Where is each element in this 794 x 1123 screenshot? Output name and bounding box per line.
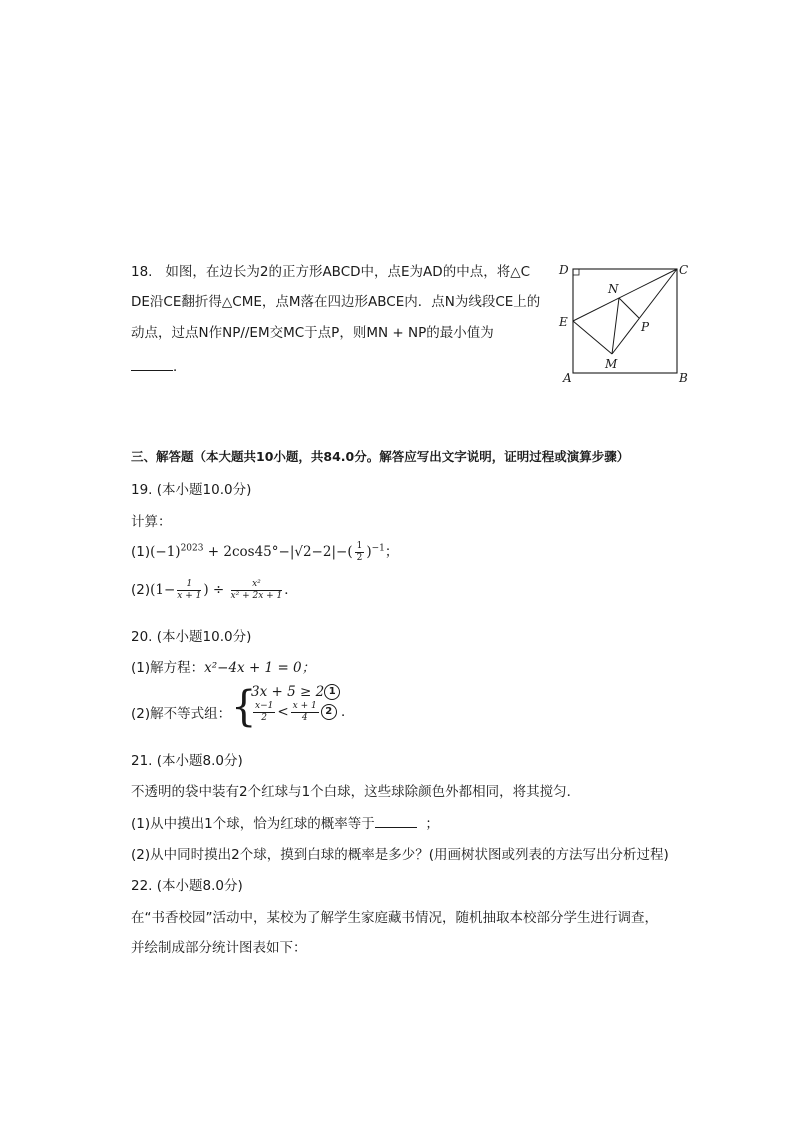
answer-blank[interactable]	[131, 358, 173, 371]
segment-em	[573, 321, 612, 354]
label-c: C	[679, 263, 689, 277]
label-m: M	[605, 357, 618, 371]
q20-ineq1: 3x + 5 ≥ 2 1	[251, 684, 340, 700]
q19-part2: (2)(1− $\frac{1}{x + 1}$ ) ÷ $\frac{\text{x²}}{\text{x² + 2x + 1}}$ ．	[131, 578, 298, 601]
segment-mc	[612, 269, 677, 354]
q21-part1: (1)从中摸出1个球，恰为红球的概率等于 ；	[131, 816, 439, 832]
segment-ec	[573, 269, 677, 321]
q22-title: 22. (本小题8.0分)	[131, 878, 243, 894]
q20-part2-label: (2)解不等式组：	[131, 706, 232, 722]
system-brace: {	[231, 682, 257, 732]
q20-title: 20. (本小题10.0分)	[131, 629, 252, 645]
q19-intro: 计算：	[131, 514, 172, 530]
circled-number-1: 1	[324, 684, 340, 700]
q18-geometry-figure	[555, 258, 695, 390]
q21-title: 21. (本小题8.0分)	[131, 753, 243, 769]
right-angle-mark	[573, 269, 579, 275]
q19-title: 19. (本小题10.0分)	[131, 482, 252, 498]
q18-line3: 动点，过点N作NP//EM交MC于点P，则MN + NP的最小值为	[131, 325, 494, 341]
q18-number: 18.	[131, 264, 153, 280]
q21-intro: 不透明的袋中装有2个红球与1个白球，这些球除颜色外都相同，将其搅匀．	[131, 784, 581, 800]
q20-ineq2: $\frac{x-1}{2}$ < $\frac{x + 1}{4}$ 2 ．	[255, 700, 355, 723]
q18-line4: ．	[131, 355, 187, 375]
q22-line1: 在“书香校园”活动中，某校为了解学生家庭藏书情况，随机抽取本校部分学生进行调查，	[131, 910, 658, 926]
segment-np	[619, 298, 639, 318]
label-e: E	[559, 315, 568, 329]
section3-header: 三、解答题（本大题共10小题，共84.0分。解答应写出文字说明，证明过程或演算步骤）	[131, 449, 630, 464]
q20-part1: (1)解方程：x²−4x + 1 = 0；	[131, 660, 316, 676]
label-d: D	[559, 263, 569, 277]
q22-line2: 并绘制成部分统计图表如下：	[131, 940, 307, 956]
circled-number-2: 2	[321, 704, 337, 720]
label-n: N	[608, 282, 619, 296]
answer-blank[interactable]	[375, 815, 417, 828]
q19-part1: $(1)(-1)^{2023} + 2\cos 45^\circ-|√2-2|-$( $\frac{1}{2}$ )$^{-1}$；	[131, 540, 399, 563]
label-b: B	[679, 371, 688, 385]
q18-text-1: 如图，在边长为2的正方形ABCD中，点E为AD的中点，将△C	[165, 264, 530, 280]
q18-line1	[131, 260, 530, 280]
label-a: A	[563, 371, 572, 385]
q21-part2: (2)从中同时摸出2个球，摸到白球的概率是多少？(用画树状图或列表的方法写出分析过程)	[131, 847, 669, 863]
label-p: P	[641, 320, 650, 334]
square-abcd	[573, 269, 677, 373]
q18-line2: DE沿CE翻折得△CME，点M落在四边形ABCE内．点N为线段CE上的	[131, 294, 541, 310]
